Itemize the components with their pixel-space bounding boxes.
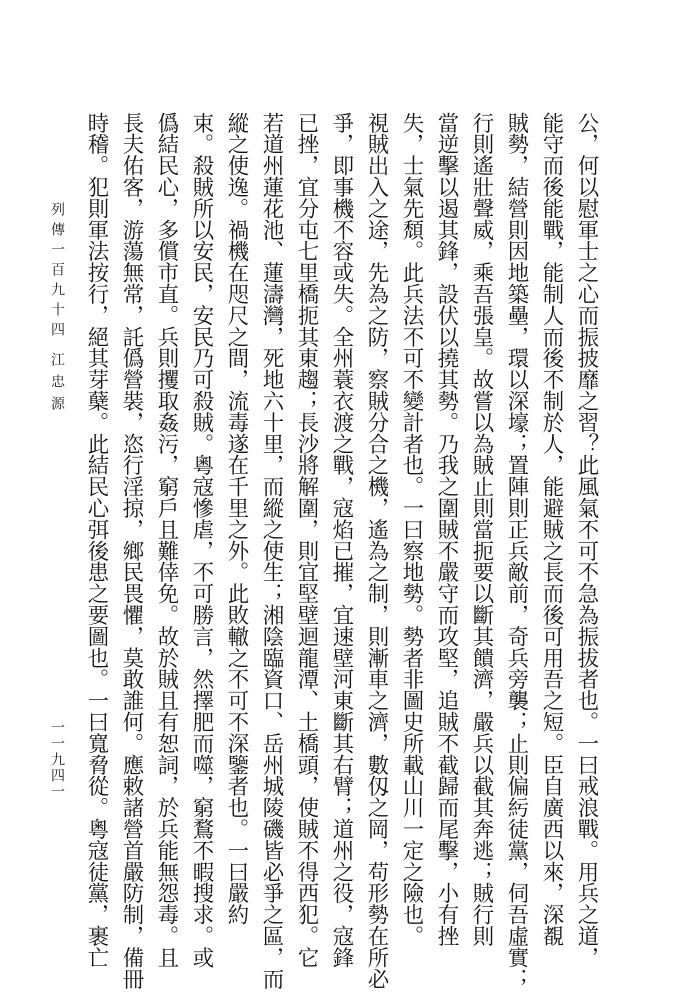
text-column-9: 已挫，宜分屯七里橋扼其東趨；長沙將解圍，則宜堅壁迴龍潭、土橋頭，使賊不得西犯。它 bbox=[294, 112, 319, 968]
running-head-name: 江忠源 bbox=[49, 352, 65, 418]
text-column-15: 時稽。犯則軍法按行，絕其芽蘖。此結民心弭後患之要圖也。一曰寬脅從。粵寇徒黨，裹亡 bbox=[84, 112, 109, 968]
text-column-4: 行則遙壯聲威，乘吾張皇。故嘗以為賊止則當扼要以斷其饋濟，嚴兵以截其奔逃；賊行則 bbox=[469, 112, 494, 947]
text-column-7: 視賊出入之途，先為之防，察賊分合之機，遙為之制，則漸車之濟，數仭之岡，苟形勢在所必 bbox=[364, 112, 389, 990]
text-column-1: 公，何以慰軍士之心而振披靡之習？此風氣不可不急為振拔者也。一曰戒浪戰。用兵之道， bbox=[574, 112, 599, 968]
text-column-14: 長夫佑客，游蕩無常，託僞營裝，恣行淫掠，鄉民畏懼，莫敢誰何。應敕諸營首嚴防制，備冊 bbox=[119, 112, 144, 990]
running-head-title: 列傳一百九十四 bbox=[49, 202, 65, 342]
page-number: 一一九四一 bbox=[49, 720, 65, 800]
text-column-12: 束。殺賊所以安民，安民乃可殺賊。粵寇慘虐，不可勝言，然擇肥而噬，窮鶩不暇搜求。或 bbox=[189, 112, 214, 968]
text-column-11: 縱之使逸。禍機在咫尺之間，流毒遂在千里之外。此敗轍之不可不深鑒者也。一曰嚴約 bbox=[224, 112, 249, 926]
text-column-3: 賊勢，結營則因地築壘，環以深壕；置陣則正兵敵前，奇兵旁襲；止則偏䊸徒黨，伺吾虛實； bbox=[504, 112, 529, 990]
text-column-10: 若道州蓮花池、蓮濤灣，死地六十里，而縱之使生；湘陰臨資口、岳州城陵磯皆必爭之區，而 bbox=[259, 112, 284, 990]
text-column-8: 爭，即事機不容或失。全州蓑衣渡之戰，寇焰已摧，宜速壁河東斷其右臂；道州之役，寇鋒 bbox=[329, 112, 354, 968]
text-column-6: 失，士氣先頹。此兵法不可不變計者也。一曰察地勢。勢者非圖史所載山川一定之險也。 bbox=[399, 112, 424, 947]
text-column-2: 能守而後能戰，能制人而後不制於人，能避賊之長而後可用吾之短。臣自廣西以來，深覩 bbox=[539, 112, 564, 947]
text-column-5: 當逆擊以遏其鋒，設伏以撓其勢。乃我之圍賊不嚴守而攻堅，追賊不截歸而尾擊，小有挫 bbox=[434, 112, 459, 947]
text-column-13: 僞結民心，多償市直。兵則攫取姦污，窮戶且難倖免。故於賊且有恕詞，於兵能無怨毒。且 bbox=[154, 112, 179, 968]
